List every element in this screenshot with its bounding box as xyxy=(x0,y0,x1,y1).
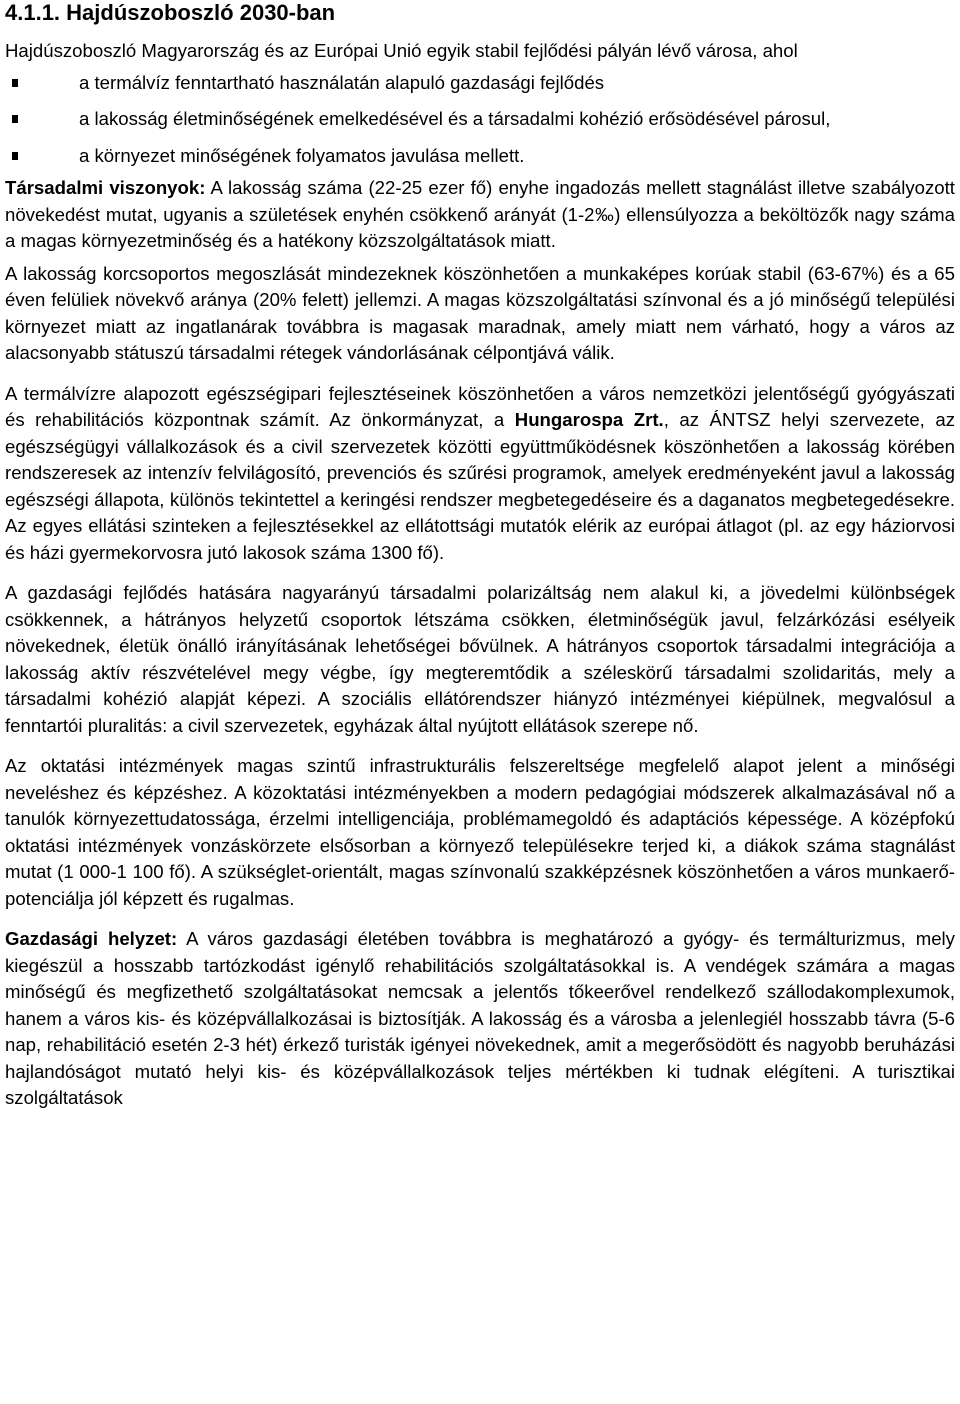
vision-bullet-list xyxy=(5,70,955,170)
hungarospa-name: Hungarospa Zrt. xyxy=(514,409,664,430)
list-item xyxy=(79,70,955,97)
list-item xyxy=(79,106,955,133)
economy-text: A város gazdasági életében továbbra is meghatározó a gyógy- és termálturizmus, mely kiegészül a hosszabb tartózkodást igénylő rehabilitációs szolgáltatásokkal is. A vendégek számára a magas minőségű és megfizethető szolgáltatásokat nemcsak a jelentős tőkeerővel rendelkező szállodakomplexumok, hanem a város kis- és középvállalkozásai is biztosítják. A lakosság és a városba a jelenlegiél hosszabb távra (5-6 nap, rehabilitáció esetén 2-3 hét) érkező turisták igényei növekednek, amit a megerősödött és nagyobb beruházási hajlandóságot mutató helyi kis- és középvállalkozások teljes mértékben ki tudnak elégíteni. A turisztikai szolgáltatások xyxy=(5,928,955,1108)
bullet-text: a lakosság életminőségének emelkedésével és a társadalmi kohézió erősödésével párosul, xyxy=(79,108,831,129)
bullet-text: a termálvíz fenntartható használatán alapuló gazdasági fejlődés xyxy=(79,71,605,93)
economy-lead: Gazdasági helyzet: xyxy=(5,928,178,949)
square-bullet-icon xyxy=(12,152,18,160)
social-text: A lakosság száma (22-25 ezer fő) enyhe ingadozás mellett stagnálást illetve szabályozott növekedést mutat, ugyanis a születések enyhén csökkenő arányát (1-2‰) ellensúlyozza a beköltözők nagy száma a magas környezetminőség és a hatékony közszolgáltatások miatt. xyxy=(5,177,955,251)
health-text-after: , az ÁNTSZ helyi szervezete, az egészségügyi vállalkozások és a civil szervezetek közötti együttműködésnek köszönhetően a lakosság körében rendszeresek az intenzív felvilágosító, prevenciós és szűrési programok, amelyek eredményeként javul a lakosság egészségi állapota, különös tekintettel a keringési rendszer megbetegedéseire és a daganatos megbetegedésekre. Az egyes ellátási szinteken a fejlesztésekkel az ellátottsági mutatók elérik az európai átlagot (pl. az egy háziorvosi és házi gyermekorvosra jutó lakosok száma 1300 fő). xyxy=(5,409,956,563)
square-bullet-icon xyxy=(12,79,18,87)
health-paragraph xyxy=(5,381,955,567)
age-structure-paragraph: A lakosság korcsoportos megoszlását mindezeknek köszönhetően a munkaképes korúak stabil (63-67%) és a 65 éven felüliek növekvő aránya (20% felett) jellemzi. A magas közszolgáltatási színvonal és a jó minőségű települési környezet miatt az ingatlanárak továbbra is magasak maradnak, amely miatt nem várható, hogy a város az alacsonyabb státuszú társadalmi rétegek vándorlásának célpontjává válik. xyxy=(5,262,955,363)
square-bullet-icon xyxy=(12,115,18,123)
bullet-text: a környezet minőségének folyamatos javulása mellett. xyxy=(79,144,525,166)
social-lead: Társadalmi viszonyok: xyxy=(5,177,206,198)
economy-paragraph xyxy=(5,926,955,1112)
health-text-before: A termálvízre alapozott egészségipari fejlesztéseinek köszönhetően a város nemzetközi jelentőségű gyógyászati és rehabilitációs központnak számít. Az önkormányzat, a xyxy=(5,382,955,430)
section-heading: 4.1.1. Hajdúszoboszló 2030-ban xyxy=(5,0,336,25)
social-paragraph xyxy=(5,175,955,255)
intro-paragraph: Hajdúszoboszló Magyarország és az Európai Unió egyik stabil fejlődési pályán lévő városa, ahol xyxy=(5,40,798,61)
list-item xyxy=(79,143,955,170)
polarization-paragraph: A gazdasági fejlődés hatására nagyarányú társadalmi polarizáltság nem alakul ki, a jövedelmi különbségek csökkennek, a hátrányos helyzetű csoportok létszáma csökken, életminőségük javul, felzárkózási esélyeik növekednek, életük önálló irányításának lehetőségei bővülnek. A hátrányos csoportok társadalmi integrációja a lakosság aktív részvételével megy végbe, így megteremtődik a széleskörű társadalmi szolidaritás, mely a társadalmi kohézió alapját képezi. A szociális ellátórendszer hiányzó intézményei kiépülnek, megvalósul a fenntartói pluralitás: a civil szervezetek, egyházak által nyújtott ellátások szerepe nő. xyxy=(5,582,955,736)
education-paragraph: Az oktatási intézmények magas szintű infrastrukturális felszereltsége megfelelő alapot jelent a minőségi neveléshez és képzéshez. A közoktatási intézményekben a modern pedagógiai módszerek alkalmazásával nő a tanulók környezettudatossága, érzelmi intelligenciája, problémamegoldó és adaptációs képessége. A középfokú oktatási intézmények vonzáskörzete elsősorban a környező településekre terjed ki, a diákok száma stagnálást mutat (1 000-1 100 fő). A szükséglet-orientált, magas színvonalú szakképzésnek köszönhetően a város munkaerő-potenciálja jól képzett és rugalmas. xyxy=(5,755,955,909)
